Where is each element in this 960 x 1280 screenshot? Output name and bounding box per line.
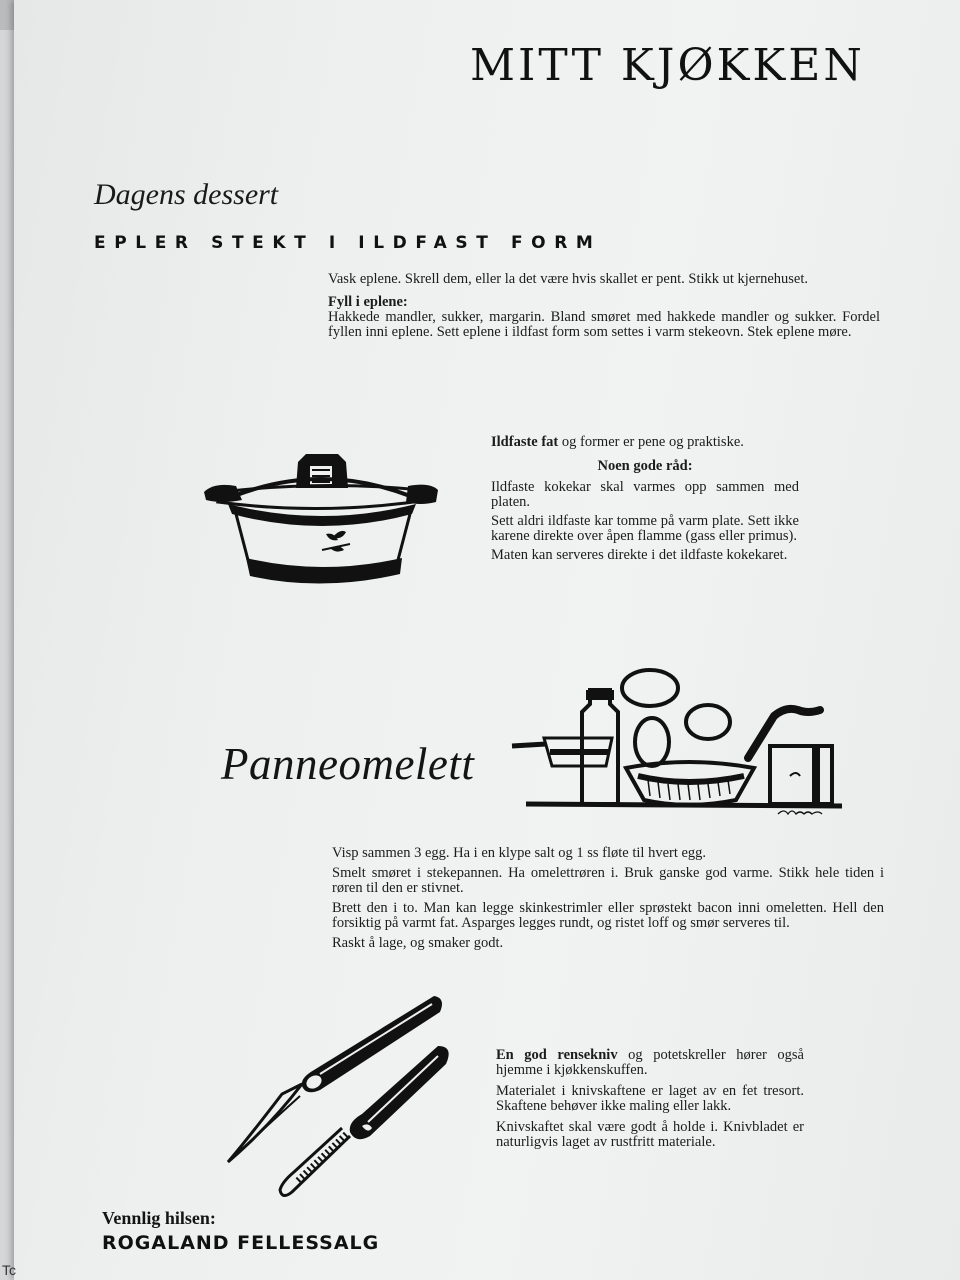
edge-text-fragment: Tc [2, 1262, 16, 1278]
tip-2: Sett aldri ildfaste kar tomme på varm plate. Sett ikke karene direkte over åpen flamme (gass eller primus). [491, 513, 799, 544]
knife-text [496, 1048, 804, 1154]
company-name: ROGALAND FELLESSALG [102, 1232, 380, 1254]
ovenware-lead: Ildfaste fat og former er pene og praktiske. [491, 434, 744, 450]
tip-3: Maten kan serveres direkte i det ildfaste kokekaret. [491, 547, 788, 563]
omelette-step-1: Visp sammen 3 egg. Ha i en klype salt og 1 ss fløte til hvert egg. [332, 845, 707, 861]
omelette-step-3: Brett den i to. Man kan legge skinkestrimler eller sprøstekt bacon inni omeletten. Hell den forsiktig på varmt fat. Asparges legges rundt, og ristet loff og smør serveres til. [332, 900, 884, 931]
omelette-step-2: Smelt smøret i stekepannen. Ha omelettrøren i. Bruk ganske god varme. Stikk hele tiden i røren til den er stivnet. [332, 865, 884, 896]
knife-material: Materialet i knivskaftene er laget av en fet tresort. Skaftene behøver ikke maling eller lakk. [496, 1083, 804, 1114]
page-title: MITT KJØKKEN [470, 40, 865, 91]
omelette-title: Panneomelett [221, 739, 475, 789]
fill-text: Hakkede mandler, sukker, margarin. Bland smøret med hakkede mandler og sukker. Fordel fyllen inni eplene. Sett eplene i ildfast form som settes i varm stekeovn. Stek eplene møre. [328, 309, 880, 340]
omelette-step-4: Raskt å lage, og smaker godt. [332, 935, 504, 951]
tip-1: Ildfaste kokekar skal varmes opp sammen med platen. [491, 479, 799, 510]
recipe-title: EPLER STEKT I ILDFAST FORM [94, 233, 602, 253]
dessert-intro: Vask eplene. Skrell dem, eller la det være hvis skallet er pent. Stikk ut kjernehuset. [328, 271, 808, 287]
ovenware-text [491, 435, 799, 567]
omelette-text [332, 846, 884, 955]
knife-lead: En god rensekniv og potetskreller hører også hjemme i kjøkkenskuffen. [496, 1047, 804, 1078]
magazine-page [14, 0, 960, 1280]
cooking-scene-icon [498, 666, 850, 816]
fill-heading: Fyll i eplene: [328, 294, 408, 310]
section-kicker: Dagens dessert [94, 178, 279, 211]
closing-greeting: Vennlig hilsen: [102, 1208, 216, 1228]
casserole-icon [202, 452, 442, 592]
tips-heading: Noen gode råd: [597, 458, 693, 474]
knife-peeler-icon [210, 986, 460, 1208]
dessert-text [328, 272, 880, 344]
knife-grip: Knivskaftet skal være godt å holde i. Knivbladet er naturligvis laget av rustfritt materiale. [496, 1119, 804, 1150]
